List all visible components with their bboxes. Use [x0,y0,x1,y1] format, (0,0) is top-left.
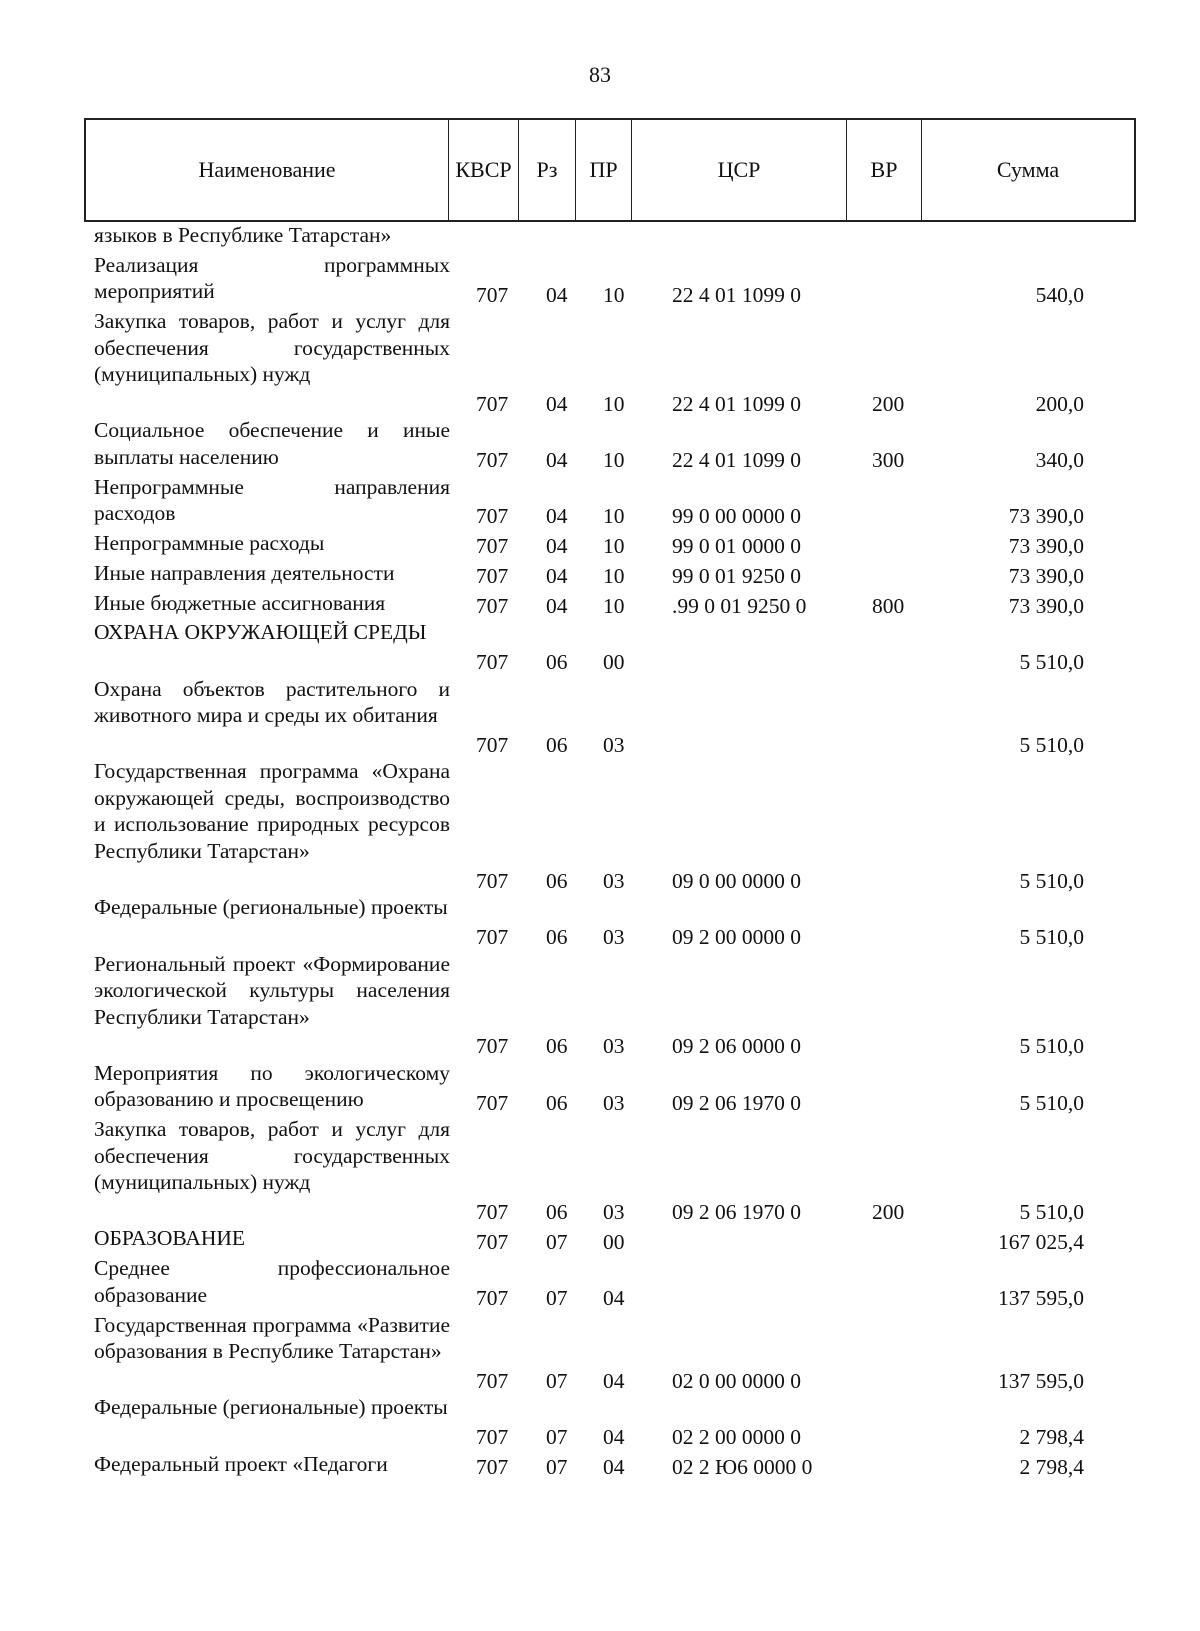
cell-rz: 04 [546,448,568,473]
cell-sum: 73 390,0 [1008,593,1084,618]
table-row [0,590,1200,620]
cell-rz: 07 [546,1454,568,1479]
table-row [0,530,1200,560]
cell-name: Социальное обеспечение и иные выплаты населению [94,418,450,469]
cell-kvsr: 707 [476,391,509,416]
cell-csr: 99 0 01 9250 0 [672,564,801,589]
cell-sum: 73 390,0 [1008,564,1084,589]
cell-csr: 09 2 00 0000 0 [672,925,801,950]
cell-csr: 09 2 06 0000 0 [672,1034,801,1059]
cell-pr: 00 [603,650,625,675]
cell-name: языков в Республике Татарстан» [94,223,392,247]
cell-kvsr: 707 [476,564,509,589]
cell-pr: 03 [603,1034,625,1059]
header-name: Наименование [198,157,336,182]
cell-name: Закупка товаров, работ и услуг для обеспечения государственных (муниципальных) нужд [94,1117,450,1195]
cell-rz: 06 [546,732,568,757]
cell-name: Иные направления деятельности [94,560,395,585]
cell-sum: 5 510,0 [1019,1034,1084,1059]
table-row [0,474,1200,530]
table-row [0,676,1200,759]
table-body [0,222,1200,1480]
cell-csr: 09 2 06 1970 0 [672,1090,801,1115]
cell-kvsr: 707 [476,448,509,473]
cell-pr: 04 [603,1454,625,1479]
cell-rz: 07 [546,1286,568,1311]
cell-vr: 300 [872,448,905,473]
cell-sum: 5 510,0 [1019,868,1084,893]
cell-rz: 06 [546,1090,568,1115]
cell-pr: 10 [603,391,625,416]
cell-kvsr: 707 [476,534,509,559]
cell-csr: 22 4 01 1099 0 [672,391,801,416]
cell-pr: 03 [603,868,625,893]
cell-csr: 09 2 06 1970 0 [672,1199,801,1224]
table-row [0,894,1200,950]
cell-rz: 06 [546,868,568,893]
table-row [0,560,1200,590]
cell-rz: 06 [546,1199,568,1224]
table-row [0,1060,1200,1116]
cell-sum: 73 390,0 [1008,534,1084,559]
cell-kvsr: 707 [476,1368,509,1393]
cell-sum: 5 510,0 [1019,925,1084,950]
cell-kvsr: 707 [476,1425,509,1450]
table-row [0,222,1200,252]
cell-rz: 04 [546,564,568,589]
table-row [0,1394,1200,1450]
cell-pr: 10 [603,282,625,307]
cell-sum: 2 798,4 [1019,1425,1084,1450]
cell-pr: 04 [603,1368,625,1393]
cell-sum: 200,0 [1035,391,1084,416]
table-row [0,1225,1200,1255]
cell-rz: 04 [546,534,568,559]
header-csr: ЦСР [631,120,846,220]
table-row [0,1116,1200,1225]
cell-sum: 5 510,0 [1019,732,1084,757]
cell-vr: 800 [872,593,905,618]
cell-name: Федеральные (региональные) проекты [94,1395,448,1420]
cell-kvsr: 707 [476,650,509,675]
cell-kvsr: 707 [476,732,509,757]
cell-name: Государственная программа «Охрана окружающей среды, воспроизводство и использование природных ресурсов Республики Татарстан» [94,759,450,863]
cell-sum: 167 025,4 [998,1229,1084,1254]
cell-name: ОБРАЗОВАНИЕ [94,1226,246,1251]
table-header [84,118,1136,222]
cell-csr: .99 0 01 9250 0 [672,593,807,618]
header-kvsr: КВСР [448,120,518,220]
cell-kvsr: 707 [476,868,509,893]
cell-name: Федеральные (региональные) проекты [94,895,448,920]
cell-sum: 340,0 [1035,448,1084,473]
cell-kvsr: 707 [476,1199,509,1224]
cell-pr: 03 [603,732,625,757]
cell-kvsr: 707 [476,925,509,950]
cell-pr: 03 [603,925,625,950]
cell-csr: 22 4 01 1099 0 [672,448,801,473]
cell-sum: 5 510,0 [1019,1090,1084,1115]
cell-rz: 07 [546,1425,568,1450]
cell-rz: 07 [546,1368,568,1393]
cell-pr: 10 [603,448,625,473]
header-sum: Сумма [921,120,1134,220]
header-rz: Рз [518,120,575,220]
table-row [0,252,1200,308]
cell-name: Среднее профессиональное образование [94,1256,450,1307]
cell-csr: 99 0 01 0000 0 [672,534,801,559]
cell-name: Охрана объектов растительного и животного мира и среды их обитания [94,676,450,728]
table-row [0,1312,1200,1395]
cell-name: Непрограммные направления расходов [94,474,450,526]
cell-pr: 04 [603,1286,625,1311]
table-row [0,758,1200,894]
cell-kvsr: 707 [476,1229,509,1254]
table-row [0,619,1200,675]
cell-pr: 10 [603,534,625,559]
cell-kvsr: 707 [476,1286,509,1311]
cell-sum: 540,0 [1035,282,1084,307]
cell-csr: 22 4 01 1099 0 [672,282,801,307]
cell-rz: 04 [546,391,568,416]
cell-vr: 200 [872,1199,905,1224]
cell-rz: 06 [546,1034,568,1059]
cell-rz: 06 [546,925,568,950]
cell-rz: 04 [546,282,568,307]
cell-pr: 10 [603,504,625,529]
cell-pr: 00 [603,1229,625,1254]
cell-csr: 02 0 00 0000 0 [672,1368,801,1393]
cell-name: Закупка товаров, работ и услуг для обеспечения государственных (муниципальных) нужд [94,309,450,387]
cell-rz: 04 [546,593,568,618]
cell-sum: 73 390,0 [1008,504,1084,529]
cell-csr: 02 2 00 0000 0 [672,1425,801,1450]
cell-name: Непрограммные расходы [94,530,325,555]
cell-vr: 200 [872,391,905,416]
cell-kvsr: 707 [476,593,509,618]
table-row [0,308,1200,417]
cell-pr: 03 [603,1090,625,1115]
cell-name: ОХРАНА ОКРУЖАЮЩЕЙ СРЕДЫ [94,620,427,645]
cell-pr: 03 [603,1199,625,1224]
cell-rz: 07 [546,1229,568,1254]
cell-kvsr: 707 [476,1034,509,1059]
table-row [0,417,1200,473]
cell-csr: 02 2 Ю6 0000 0 [672,1454,813,1479]
cell-kvsr: 707 [476,504,509,529]
cell-pr: 04 [603,1425,625,1450]
cell-name: Государственная программа «Развитие образования в Республике Татарстан» [94,1312,450,1364]
cell-csr: 99 0 00 0000 0 [672,504,801,529]
cell-name: Иные бюджетные ассигнования [94,590,386,615]
cell-kvsr: 707 [476,1090,509,1115]
cell-name: Мероприятия по экологическому образованию и просвещению [94,1060,450,1112]
cell-rz: 06 [546,650,568,675]
cell-name: Региональный проект «Формирование экологической культуры населения Республики Татарстан» [94,951,450,1029]
cell-sum: 5 510,0 [1019,650,1084,675]
cell-kvsr: 707 [476,282,509,307]
cell-pr: 10 [603,593,625,618]
cell-sum: 5 510,0 [1019,1199,1084,1224]
cell-name: Реализация программных мероприятий [94,252,450,304]
cell-pr: 10 [603,564,625,589]
cell-sum: 137 595,0 [998,1286,1084,1311]
header-pr: ПР [575,120,631,220]
cell-sum: 137 595,0 [998,1368,1084,1393]
page-number: 83 [589,62,611,87]
header-vr: ВР [846,120,921,220]
table-row [0,1451,1200,1481]
table-row [0,1255,1200,1311]
cell-csr: 09 0 00 0000 0 [672,868,801,893]
cell-rz: 04 [546,504,568,529]
cell-name: Федеральный проект «Педагоги [94,1451,388,1476]
table-row [0,951,1200,1060]
cell-sum: 2 798,4 [1019,1454,1084,1479]
cell-kvsr: 707 [476,1454,509,1479]
